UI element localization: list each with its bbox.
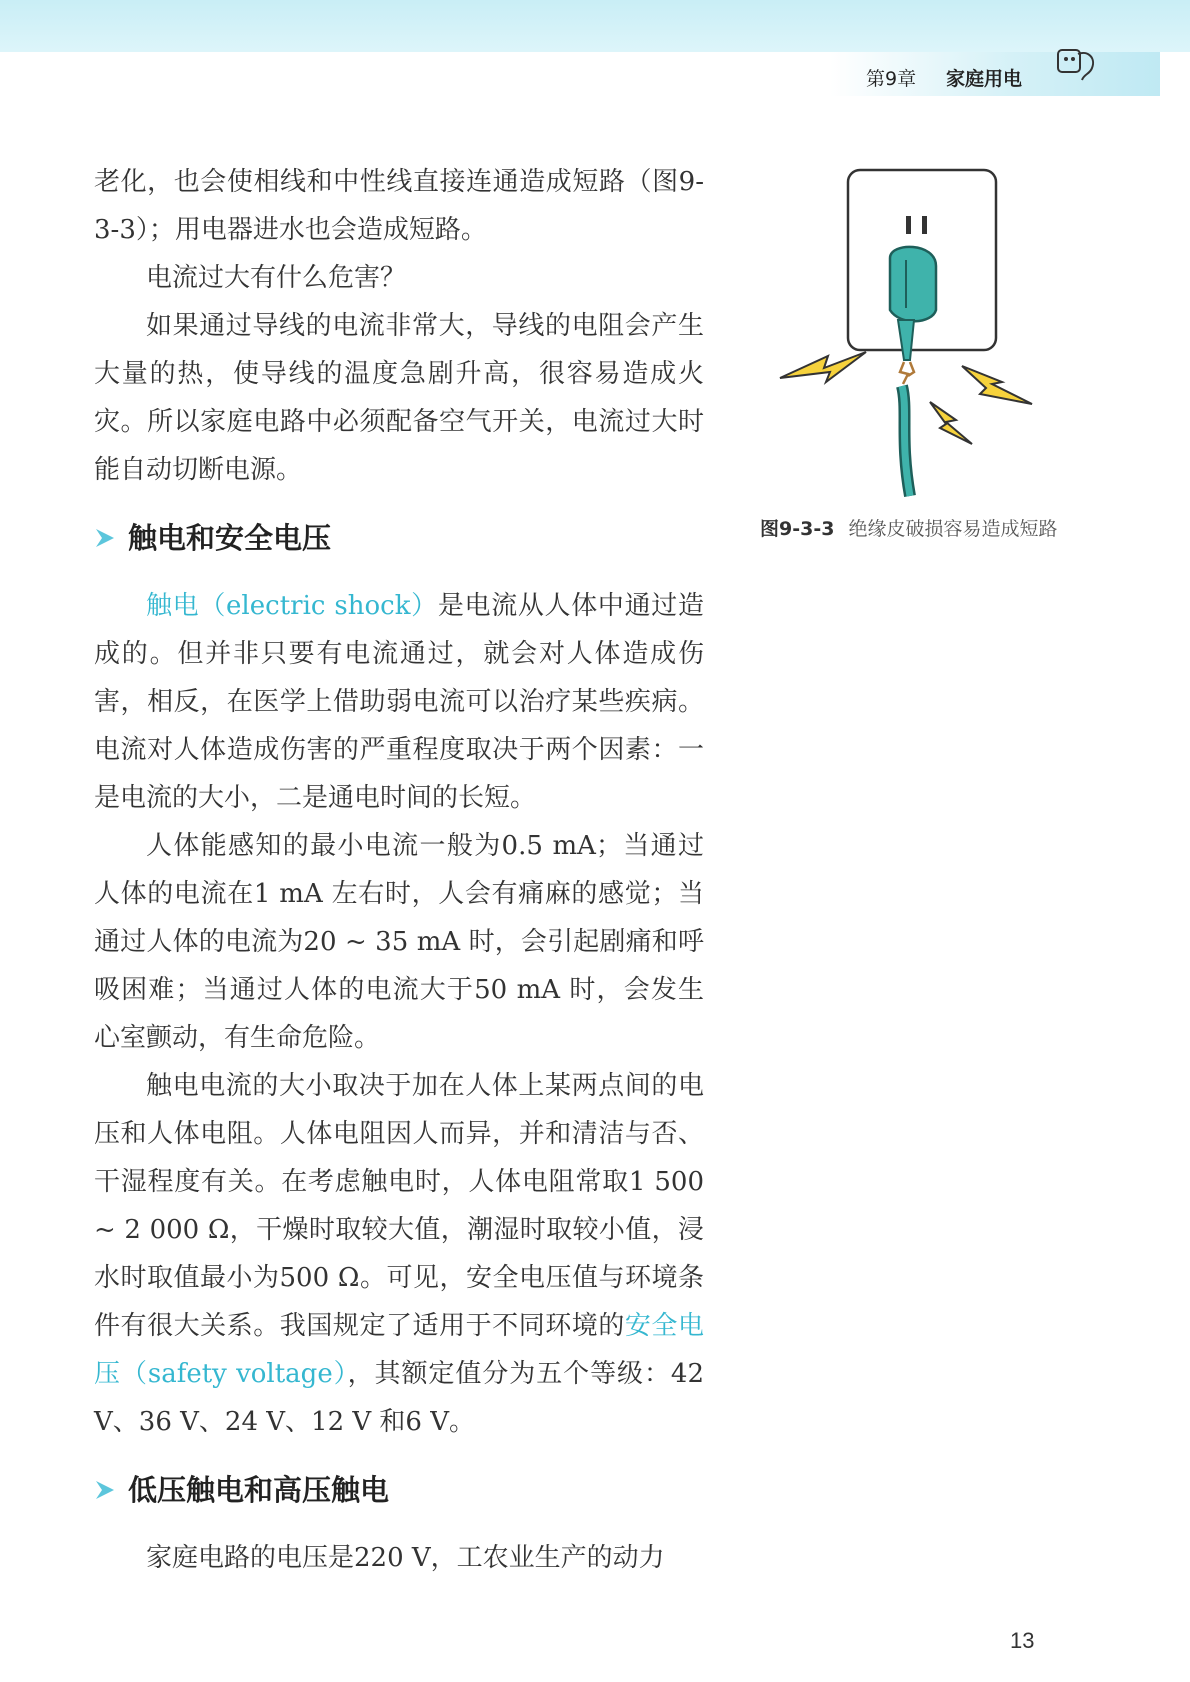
section-heading-voltage	[94, 1468, 704, 1512]
spark-icon	[780, 352, 866, 382]
paragraph-overcurrent: 如果通过导线的电流非常大，导线的电阻会产生大量的热，使导线的温度急剧升高，很容易造成火灾。所以家庭电路中必须配备空气开关，电流过大时能自动切断电源。	[94, 311, 704, 485]
paragraph-current-levels: 人体能感知的最小电流一般为0.5 mA；当通过人体的电流在1 mA 左右时，人会有痛麻的感觉；当通过人体的电流为20 ~ 35 mA 时，会引起剧痛和呼吸困难；当通过人体的电流大于50 mA 时，会发生心室颤动，有生命危险。	[94, 831, 704, 1053]
heading-arrow-icon	[94, 527, 116, 549]
paragraph-household-voltage: 家庭电路的电压是220 V，工农业生产的动力	[146, 1543, 665, 1573]
chapter-label: 第9章	[866, 68, 917, 90]
spark-icon	[930, 402, 972, 444]
page-number: 13	[1010, 1628, 1035, 1653]
main-text-column	[94, 158, 704, 1582]
section-heading-shock-text: 触电和安全电压	[128, 521, 332, 555]
paragraph-shock-definition-text: 是电流从人体中通过造成的。但并非只要有电流通过，就会对人体造成伤害，相反，在医学上借助弱电流可以治疗某些疾病。电流对人体造成伤害的严重程度取决于两个因素：一是电流的大小，二是通电时间的长短。	[94, 591, 704, 813]
paragraph-safety-voltage-text: 触电电流的大小取决于加在人体上某两点间的电压和人体电阻。人体电阻因人而异，并和清洁与否、干湿程度有关。在考虑触电时，人体电阻常取1 500 ~ 2 000 Ω，干燥时取较大值，潮湿时取较小值，浸水时取值最小为500 Ω。可见，安全电压值与环境条件有很大关系。我国规定了适用于不同环境的	[94, 1071, 704, 1341]
term-electric-shock: 触电（electric shock）	[146, 591, 438, 621]
term-safety-voltage: 安全电压（safety voltage）	[94, 1311, 704, 1389]
chapter-title: 家庭用电	[946, 68, 1023, 90]
figure-caption	[760, 512, 1060, 546]
figure-caption-text: 绝缘皮破损容易造成短路	[848, 518, 1058, 540]
section-heading-voltage-text: 低压触电和高压触电	[128, 1473, 390, 1507]
plug-head-icon	[1052, 40, 1100, 88]
question-line: 电流过大有什么危害？	[146, 263, 407, 293]
spark-icon	[962, 366, 1032, 404]
paragraph-safety-voltage-levels: ，其额定值分为五个等级：42 V、36 V、24 V、12 V 和6 V。	[94, 1359, 704, 1437]
paragraph-short-circuit: 老化，也会使相线和中性线直接连通造成短路（图9-3-3）；用电器进水也会造成短路。	[94, 167, 704, 245]
header-band	[0, 0, 1190, 52]
figure-damaged-plug-illustration	[740, 160, 1050, 500]
paragraph-shock-definition	[94, 582, 704, 822]
section-heading-shock	[94, 516, 704, 560]
paragraph-safety-voltage	[94, 1062, 704, 1446]
figure-number: 图9-3-3	[760, 518, 835, 540]
heading-arrow-icon	[94, 1479, 116, 1501]
